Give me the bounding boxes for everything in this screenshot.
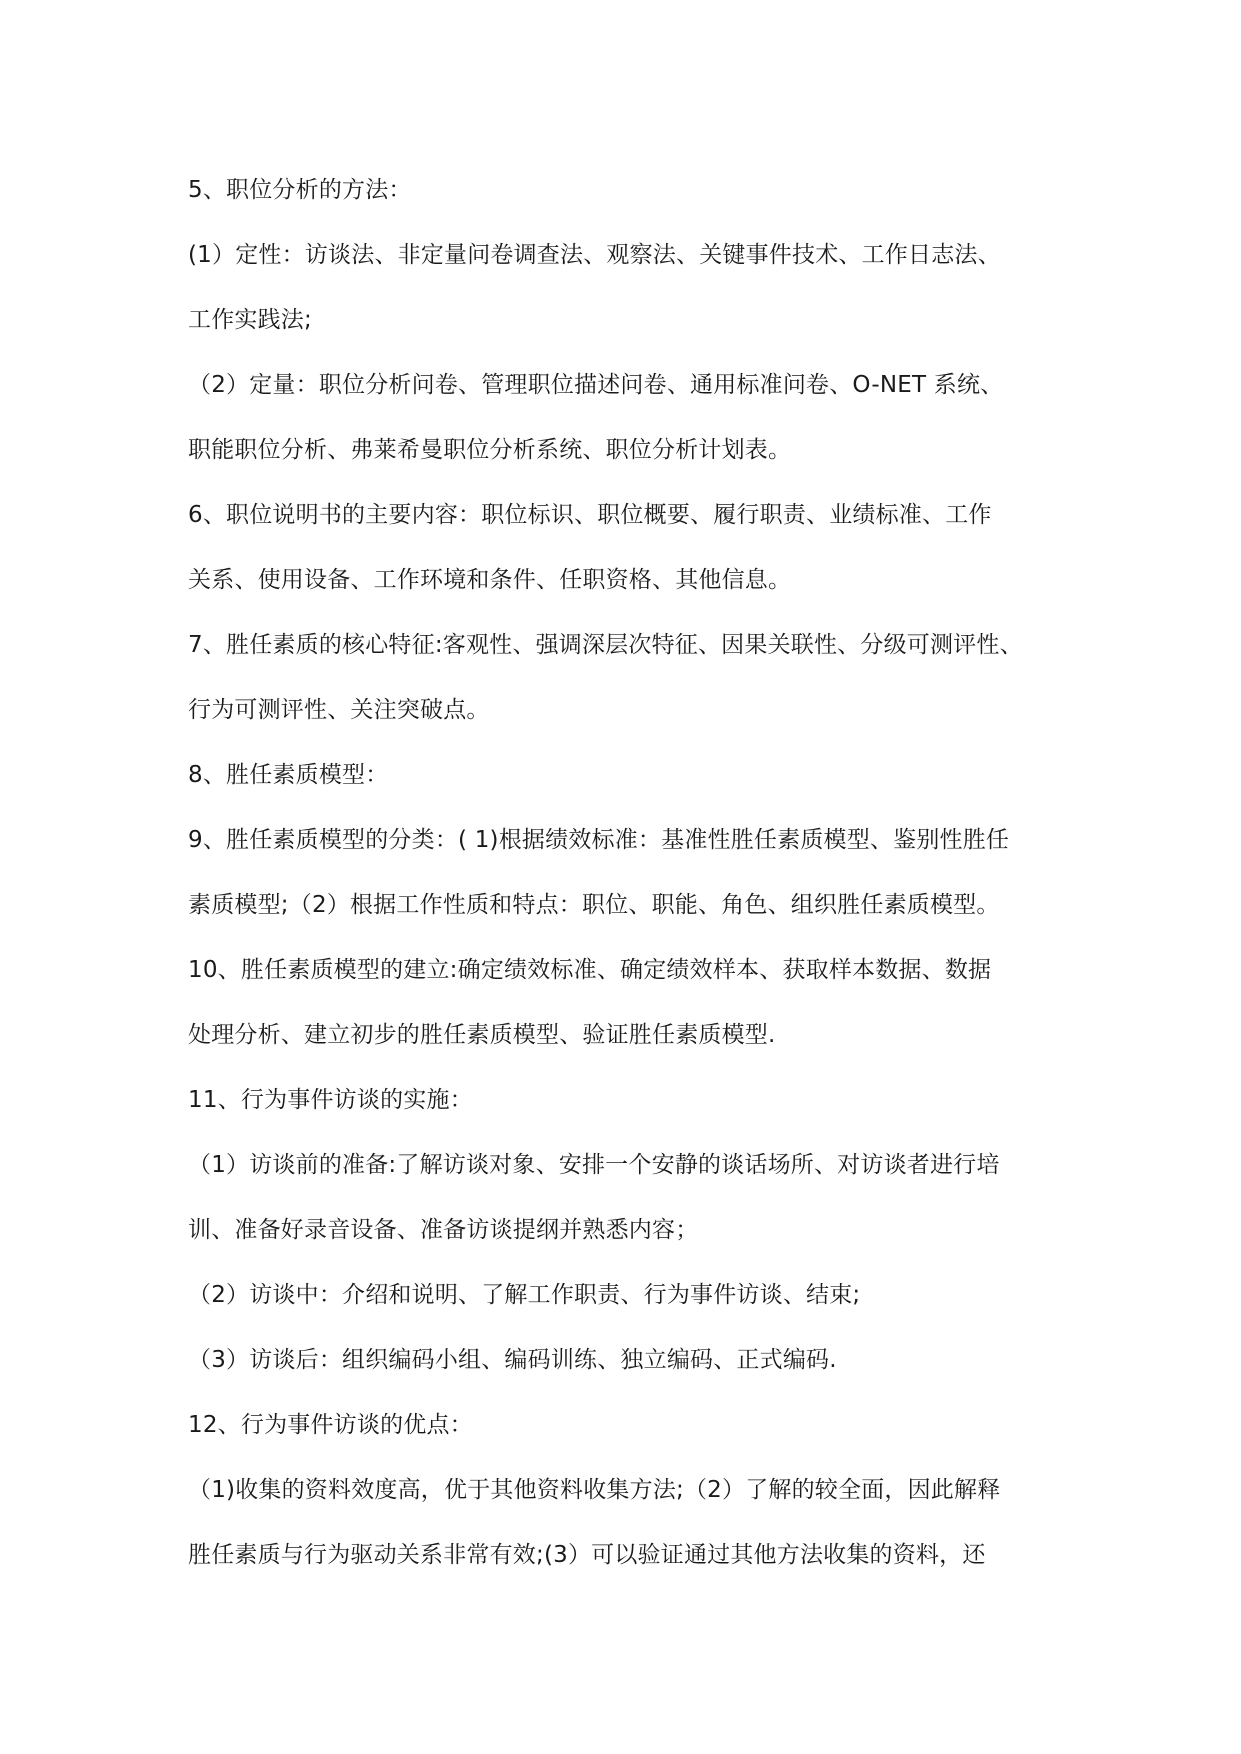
text-line: (1）定性：访谈法、非定量问卷调查法、观察法、关键事件技术、工作日志法、 bbox=[188, 242, 1001, 268]
text-line: （3）访谈后：组织编码小组、编码训练、独立编码、正式编码. bbox=[188, 1347, 837, 1373]
text-line: （1)收集的资料效度高，优于其他资料收集方法;（2）了解的较全面，因此解释 bbox=[188, 1477, 1001, 1503]
text-line: 工作实践法; bbox=[188, 307, 312, 333]
text-line: 行为可测评性、关注突破点。 bbox=[188, 697, 490, 723]
text-line: 职能职位分析、弗莱希曼职位分析系统、职位分析计划表。 bbox=[188, 437, 792, 463]
text-line: 12、行为事件访谈的优点： bbox=[188, 1412, 473, 1438]
text-line: （2）定量：职位分析问卷、管理职位描述问卷、通用标准问卷、O-NET 系统、 bbox=[188, 372, 1004, 398]
text-line: 训、准备好录音设备、准备访谈提纲并熟悉内容； bbox=[188, 1217, 699, 1243]
text-line: 11、行为事件访谈的实施： bbox=[188, 1087, 473, 1113]
text-line: 素质模型;（2）根据工作性质和特点：职位、职能、角色、组织胜任素质模型。 bbox=[188, 892, 1000, 918]
text-line: 6、职位说明书的主要内容：职位标识、职位概要、履行职责、业绩标准、工作 bbox=[188, 502, 992, 528]
text-line: 5、职位分析的方法： bbox=[188, 177, 412, 203]
document-body bbox=[188, 158, 1068, 1588]
text-line: 胜任素质与行为驱动关系非常有效;(3）可以验证通过其他方法收集的资料，还 bbox=[188, 1542, 986, 1568]
text-line: 10、胜任素质模型的建立:确定绩效标准、确定绩效样本、获取样本数据、数据 bbox=[188, 957, 992, 983]
text-line: （1）访谈前的准备:了解访谈对象、安排一个安静的谈话场所、对访谈者进行培 bbox=[188, 1152, 1000, 1178]
text-line: （2）访谈中：介绍和说明、了解工作职责、行为事件访谈、结束; bbox=[188, 1282, 861, 1308]
text-line: 关系、使用设备、工作环境和条件、任职资格、其他信息。 bbox=[188, 567, 792, 593]
text-line: 7、胜任素质的核心特征:客观性、强调深层次特征、因果关联性、分级可测评性、 bbox=[188, 632, 1023, 658]
text-line: 8、胜任素质模型： bbox=[188, 762, 389, 788]
text-line: 9、胜任素质模型的分类：( 1)根据绩效标准：基准性胜任素质模型、鉴别性胜任 bbox=[188, 827, 1010, 853]
text-line: 处理分析、建立初步的胜任素质模型、验证胜任素质模型. bbox=[188, 1022, 776, 1048]
